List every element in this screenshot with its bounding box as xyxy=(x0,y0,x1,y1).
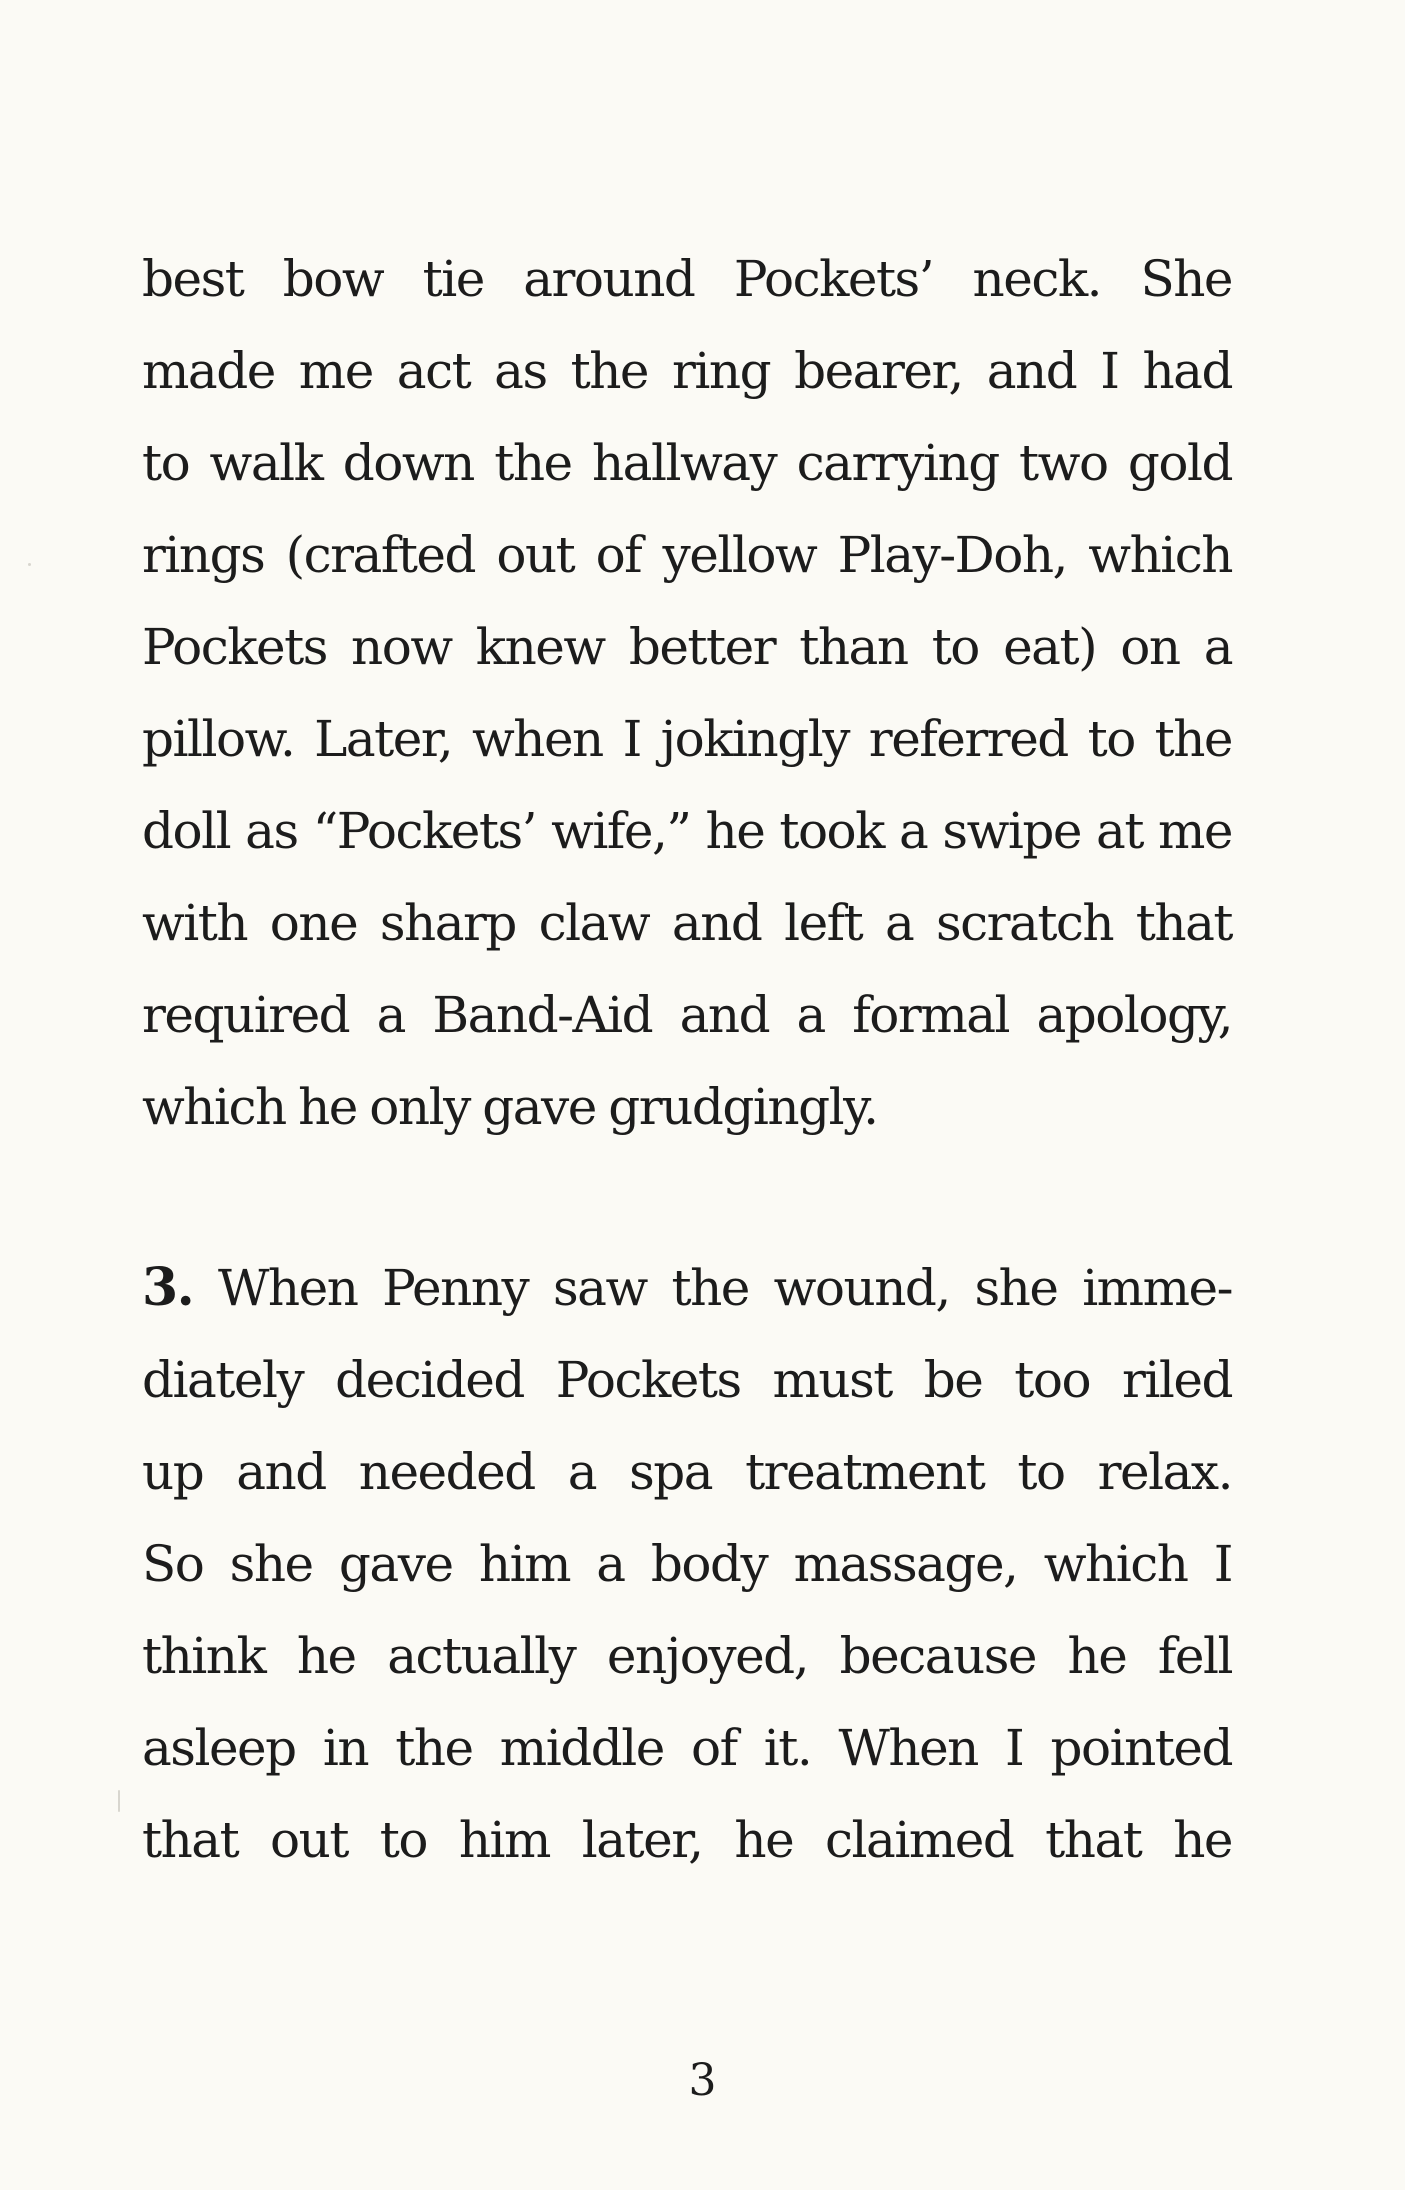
text-line: made me act as the ring bearer, and I had xyxy=(142,342,1232,400)
page-number: 3 xyxy=(688,2055,717,2106)
paragraph-1 xyxy=(142,233,1232,1153)
text-line: that out to him later, he claimed that he xyxy=(142,1811,1232,1869)
section-number: 3. xyxy=(142,1257,194,1318)
text-line: best bow tie around Pockets’ neck. She xyxy=(142,250,1232,308)
text-line: rings (crafted out of yellow Play-Doh, which xyxy=(142,526,1232,584)
text-line-content: When Penny saw the wound, she imme- xyxy=(193,1259,1232,1317)
text-line: think he actually enjoyed, because he fell xyxy=(142,1627,1232,1685)
text-line: to walk down the hallway carrying two gold xyxy=(142,434,1232,492)
text-line: diately decided Pockets must be too riled xyxy=(142,1351,1232,1409)
text-line: with one sharp claw and left a scratch that xyxy=(142,894,1232,952)
text-line-first xyxy=(142,1242,1232,1334)
paragraph-2 xyxy=(142,1242,1232,1886)
text-line: doll as “Pockets’ wife,” he took a swipe at me xyxy=(142,802,1232,860)
paper-speck xyxy=(118,1790,120,1812)
text-line: which he only gave grudgingly. xyxy=(142,1078,878,1136)
text-line: required a Band-Aid and a formal apology, xyxy=(142,986,1232,1044)
text-line: So she gave him a body massage, which I xyxy=(142,1535,1232,1593)
paper-speck xyxy=(28,563,31,566)
text-line: up and needed a spa treatment to relax. xyxy=(142,1443,1232,1501)
text-line: pillow. Later, when I jokingly referred to the xyxy=(142,710,1232,768)
text-line: Pockets now knew better than to eat) on a xyxy=(142,618,1232,676)
text-line: asleep in the middle of it. When I pointed xyxy=(142,1719,1232,1777)
